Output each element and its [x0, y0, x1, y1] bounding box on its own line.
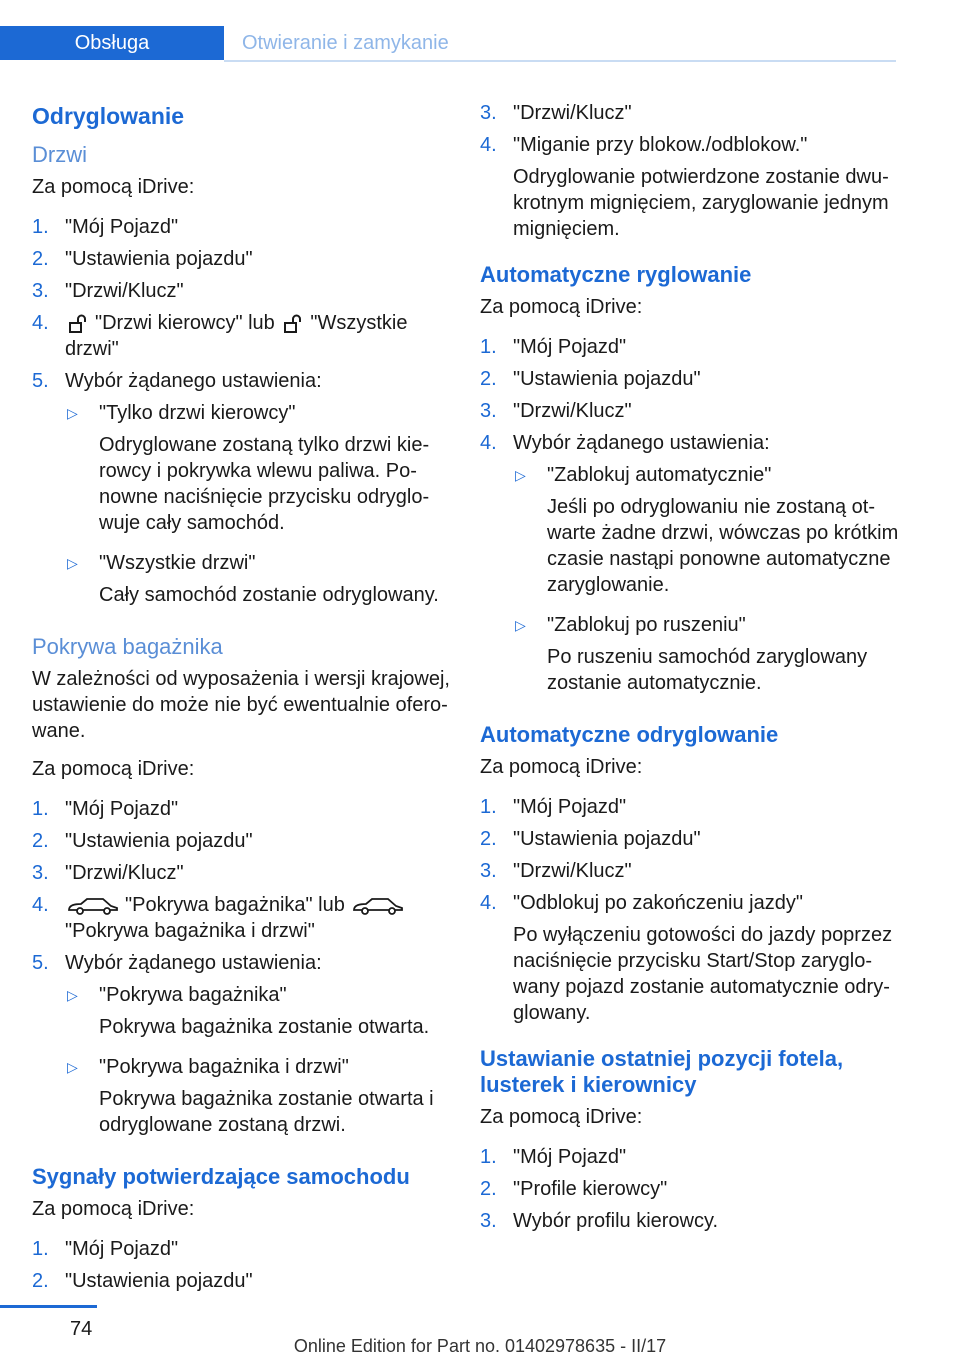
- page-number: 74: [70, 1318, 93, 1340]
- triangle-bullet-icon: ▷: [67, 405, 78, 421]
- list-item: 4. "Drzwi kierowcy" lub "Wszystkie drzwi": [32, 312, 408, 360]
- list-item: 5. Wybór żądanego ustawienia: ▷ "Tylko drzwi kierowcy" Odryglowane zostaną tylko drzwi kierowcy i pokrywka wlewu paliwa. Ponowne naciśnięcie przycisku odryglowuje cały samochód. ▷ "Wszystkie drzwi" Cały samochód zostanie odryglowany.: [32, 368, 452, 608]
- intro-text: Za pomocą iDrive:: [480, 756, 643, 778]
- list-item: 1. "Mój Pojazd": [32, 1238, 179, 1260]
- tab-obsluga[interactable]: Obsługa: [0, 26, 224, 60]
- list-item: 4. "Miganie przy blokow./odblokow." Odryglowanie potwierdzone zostanie dwukrotnym mignięciem, zaryglowanie jednym mignięciem.: [480, 134, 889, 240]
- option-item: ▷ "Zablokuj po ruszeniu" Po ruszeniu samochód zaryglowany zostanie automatycznie.: [515, 614, 868, 694]
- steps-list: [32, 796, 452, 1138]
- list-item: 3. "Drzwi/Klucz": [32, 280, 184, 302]
- list-item: 2. "Ustawienia pojazdu": [32, 830, 253, 852]
- steps-list: [480, 1144, 900, 1234]
- option-item: ▷ "Pokrywa bagażnika" Pokrywa bagażnika zostanie otwarta.: [67, 984, 430, 1038]
- intro-text: Za pomocą iDrive:: [32, 176, 195, 198]
- header-bar: [0, 0, 960, 62]
- list-item: 2. "Ustawienia pojazdu": [480, 828, 701, 850]
- triangle-bullet-icon: ▷: [515, 467, 526, 483]
- option-item: ▷ "Wszystkie drzwi" Cały samochód zostanie odryglowany.: [67, 552, 439, 606]
- car-trunk-icon: [352, 896, 404, 916]
- subsection-title: Automatyczne odryglowanie: [480, 722, 779, 747]
- subsection-title: Pokrywa bagażnika: [32, 634, 223, 659]
- intro-text: Za pomocą iDrive:: [480, 1106, 643, 1128]
- intro-text: Za pomocą iDrive:: [32, 758, 195, 780]
- option-item: ▷ "Tylko drzwi kierowcy" Odryglowane zostaną tylko drzwi kierowcy i pokrywka wlewu paliwa. Ponowne naciśnięcie przycisku odryglowuje cały samochód.: [67, 402, 430, 534]
- triangle-bullet-icon: ▷: [515, 617, 526, 633]
- footer-divider: [0, 1305, 97, 1308]
- list-item: 4. "Odblokuj po zakończeniu jazdy" Po wyłączeniu gotowości do jazdy poprzez naciśnięcie przycisku Start/Stop zaryglowany pojazd zostanie automatycznie odryglowany.: [480, 892, 893, 1024]
- list-item: 1. "Mój Pojazd": [32, 216, 179, 238]
- subsection-title: Drzwi: [32, 142, 87, 167]
- car-trunk-icon: [67, 896, 119, 916]
- list-item: 2. "Ustawienia pojazdu": [480, 368, 701, 390]
- note-text: W zależności od wyposażenia i wersji krajowej, ustawienie do może nie być ewentualnie oferowane.: [32, 668, 450, 742]
- subsection-title: Ustawianie ostatniej pozycji fotela, lusterek i kierownicy: [480, 1046, 844, 1097]
- unlock-door-icon: [282, 314, 304, 334]
- list-item: 2. "Profile kierowcy": [480, 1178, 668, 1200]
- tab-otwieranie[interactable]: Otwieranie i zamykanie: [242, 31, 449, 54]
- option-item: ▷ "Zablokuj automatycznie" Jeśli po odryglowaniu nie zostaną otwarte żadne drzwi, wówczas po krótkim czasie nastąpi ponowne automatyczne zaryglowanie.: [515, 464, 899, 596]
- list-item: 5. Wybór żądanego ustawienia: ▷ "Pokrywa bagażnika" Pokrywa bagażnika zostanie otwarta. ▷ "Pokrywa bagażnika i drzwi" Pokrywa bagażnika zostanie otwarta i odryglowane zostaną drzwi.: [32, 950, 452, 1138]
- list-item: 4. "Pokrywa bagażnika" lub "Pokrywa bagażnika i drzwi": [32, 892, 452, 944]
- intro-text: Za pomocą iDrive:: [480, 296, 643, 318]
- subsection-title: Sygnały potwierdzające samochodu: [32, 1164, 410, 1189]
- header-divider: [224, 60, 896, 62]
- list-item: 1. "Mój Pojazd": [480, 796, 627, 818]
- list-item: 3. "Drzwi/Klucz": [480, 860, 632, 882]
- option-item: ▷ "Pokrywa bagażnika i drzwi" Pokrywa bagażnika zostanie otwarta i odryglowane zostaną drzwi.: [67, 1056, 434, 1136]
- options-list: [65, 400, 452, 608]
- steps-list: [32, 214, 452, 608]
- triangle-bullet-icon: ▷: [67, 555, 78, 571]
- intro-text: Za pomocą iDrive:: [32, 1198, 195, 1220]
- list-item: 1. "Mój Pojazd": [32, 798, 179, 820]
- left-column: [32, 100, 452, 1302]
- options-list: [65, 982, 452, 1138]
- list-item: 3. "Drzwi/Klucz": [32, 862, 184, 884]
- right-column: [480, 100, 900, 1242]
- list-item: 1. "Mój Pojazd": [480, 336, 627, 358]
- steps-list: [480, 100, 900, 242]
- edition-text: Online Edition for Part no. 01402978635 - II/17: [293, 1336, 667, 1356]
- triangle-bullet-icon: ▷: [67, 987, 78, 1003]
- steps-list: [480, 334, 900, 696]
- list-item: 3. Wybór profilu kierowcy.: [480, 1210, 719, 1232]
- triangle-bullet-icon: ▷: [67, 1059, 78, 1075]
- list-item: 2. "Ustawienia pojazdu": [32, 1270, 253, 1292]
- list-item: 2. "Ustawienia pojazdu": [32, 248, 253, 270]
- list-item: 3. "Drzwi/Klucz": [480, 400, 632, 422]
- list-item: 3. "Drzwi/Klucz": [480, 102, 632, 124]
- list-item: 4. Wybór żądanego ustawienia: ▷ "Zablokuj automatycznie" Jeśli po odryglowaniu nie zostaną otwarte żadne drzwi, wówczas po krótkim czasie nastąpi ponowne automatyczne zaryglowanie. ▷ "Zablokuj po ruszeniu" Po ruszeniu samochód zaryglowany zostanie automatycznie.: [480, 432, 899, 694]
- section-title: Odryglowanie: [32, 103, 185, 129]
- subsection-title: Automatyczne ryglowanie: [480, 262, 752, 287]
- steps-list: [32, 1236, 452, 1294]
- steps-list: [480, 794, 900, 1026]
- unlock-door-icon: [67, 314, 89, 334]
- options-list: [513, 462, 900, 696]
- list-item: 1. "Mój Pojazd": [480, 1146, 627, 1168]
